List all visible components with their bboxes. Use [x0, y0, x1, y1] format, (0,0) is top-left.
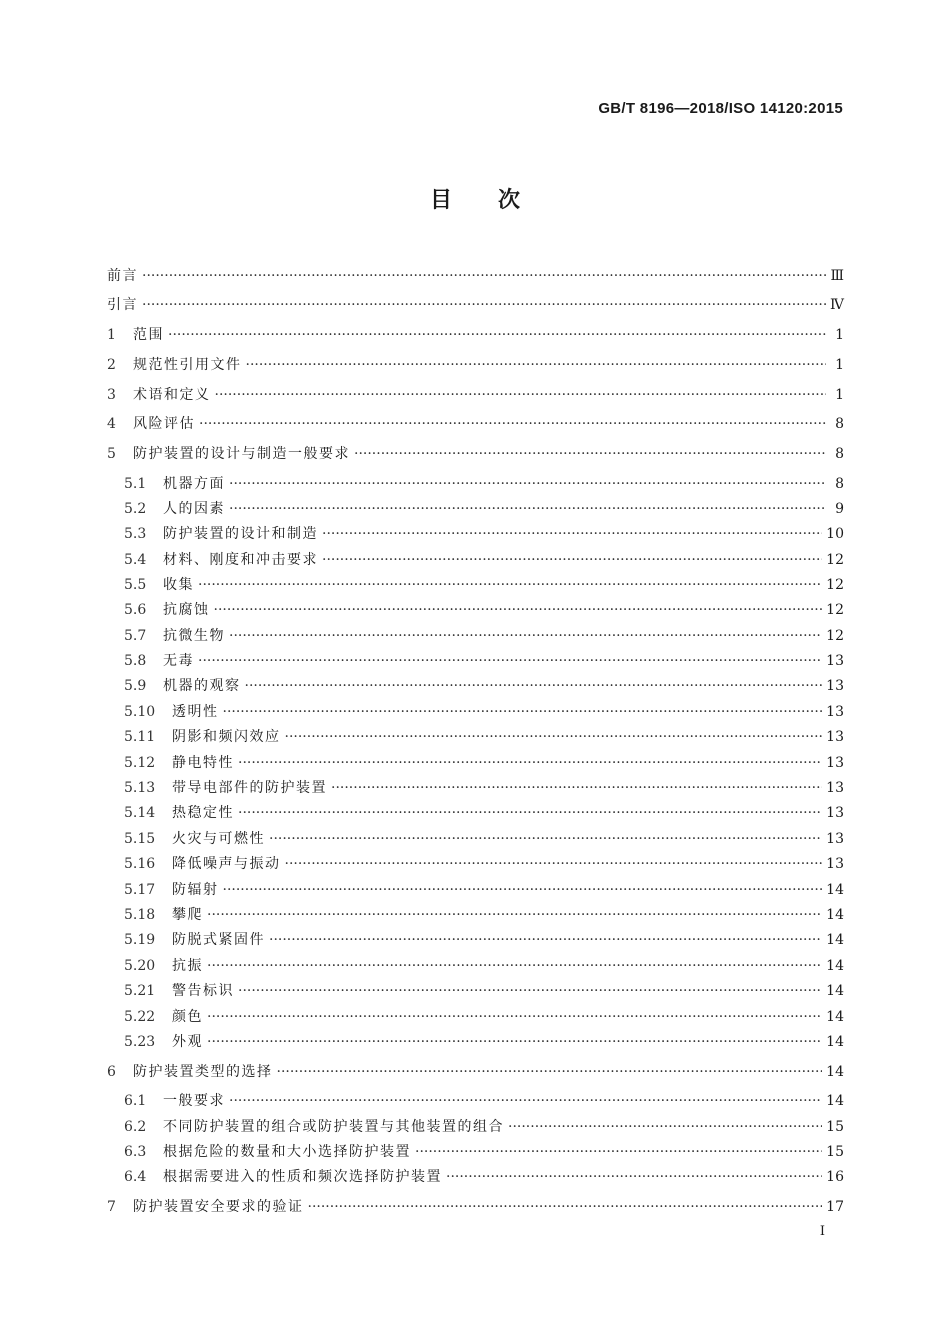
- toc-entry-label: 防脱式紧固件: [172, 932, 265, 948]
- toc-leader-dots: [246, 354, 827, 376]
- toc-entry[interactable]: [124, 726, 844, 748]
- toc-entry-label: 收集: [163, 577, 194, 593]
- toc-leader-dots: [207, 904, 822, 926]
- toc-entry-number: 1: [107, 327, 116, 343]
- toc-entry-page: 15: [826, 1119, 844, 1135]
- toc-leader-dots: [322, 549, 822, 571]
- toc-entry[interactable]: [124, 523, 844, 545]
- toc-entry-page: 13: [826, 729, 844, 745]
- toc-entry-number: 5.8: [124, 653, 147, 669]
- toc-entry-label: 警告标识: [172, 983, 234, 999]
- toc-entry-number: 5.22: [124, 1009, 156, 1025]
- toc-entry-page: 13: [826, 755, 844, 771]
- toc-entry[interactable]: [107, 413, 844, 435]
- toc-entry[interactable]: [124, 980, 844, 1002]
- page-number: Ⅰ: [819, 1224, 825, 1239]
- toc-entry-label: 风险评估: [133, 416, 195, 432]
- toc-entry-number: 5.20: [124, 958, 156, 974]
- toc-entry[interactable]: [124, 599, 844, 621]
- toc-entry-label: 降低噪声与振动: [172, 856, 281, 872]
- toc-entry-number: 6: [107, 1064, 116, 1080]
- toc-leader-dots: [229, 473, 826, 495]
- toc-entry[interactable]: [124, 777, 844, 799]
- toc-entry-page: 17: [826, 1199, 844, 1215]
- toc-entry-label: 根据危险的数量和大小选择防护装置: [163, 1144, 411, 1160]
- toc-entry-label: 术语和定义: [133, 387, 211, 403]
- toc-entry-page: 8: [835, 446, 844, 462]
- toc-leader-dots: [508, 1116, 822, 1138]
- toc-entry-label: 外观: [172, 1034, 203, 1050]
- toc-entry-page: 14: [826, 1034, 844, 1050]
- toc-entry[interactable]: [124, 675, 844, 697]
- toc-entry-label: 静电特性: [172, 755, 234, 771]
- toc-entry-label: 防护装置的设计和制造: [163, 526, 318, 542]
- toc-entry-page: 14: [826, 932, 844, 948]
- toc-entry[interactable]: [124, 650, 844, 672]
- toc-entry-page: Ⅲ: [830, 268, 844, 284]
- toc-leader-dots: [142, 294, 826, 316]
- toc-entry-number: 5.21: [124, 983, 156, 999]
- toc-leader-dots: [446, 1166, 822, 1188]
- toc-entry-page: Ⅳ: [830, 297, 844, 313]
- toc-entry[interactable]: [124, 828, 844, 850]
- toc-entry-label: 透明性: [172, 704, 219, 720]
- toc-leader-dots: [142, 265, 826, 287]
- toc-entry-label: 根据需要进入的性质和频次选择防护装置: [163, 1169, 442, 1185]
- toc-leader-dots: [238, 802, 822, 824]
- toc-entry[interactable]: [107, 265, 844, 287]
- toc-entry[interactable]: [124, 498, 844, 520]
- toc-entry-number: 5.16: [124, 856, 156, 872]
- toc-entry-page: 9: [835, 501, 844, 517]
- toc-entry-label: 攀爬: [172, 907, 203, 923]
- toc-leader-dots: [223, 701, 823, 723]
- toc-entry-label: 前言: [107, 268, 138, 284]
- toc-leader-dots: [207, 1031, 822, 1053]
- toc-leader-dots: [269, 828, 822, 850]
- toc-entry[interactable]: [124, 802, 844, 824]
- toc-leader-dots: [168, 324, 826, 346]
- toc-entry[interactable]: [124, 955, 844, 977]
- toc-leader-dots: [214, 599, 823, 621]
- toc-leader-dots: [245, 675, 823, 697]
- toc-entry-page: 8: [835, 476, 844, 492]
- toc-entry-label: 范围: [133, 327, 164, 343]
- toc-entry-page: 13: [826, 831, 844, 847]
- toc-entry-label: 机器方面: [163, 476, 225, 492]
- toc-entry-page: 16: [826, 1169, 844, 1185]
- toc-entry[interactable]: [107, 1061, 844, 1083]
- toc-leader-dots: [229, 625, 822, 647]
- toc-entry[interactable]: [124, 473, 844, 495]
- toc-entry[interactable]: [107, 1196, 844, 1218]
- toc-entry-number: 3: [107, 387, 116, 403]
- toc-entry[interactable]: [107, 294, 844, 316]
- toc-entry-label: 带导电部件的防护装置: [172, 780, 327, 796]
- toc-entry-label: 人的因素: [163, 501, 225, 517]
- toc-entry-number: 5.15: [124, 831, 156, 847]
- toc-entry-label: 无毒: [163, 653, 194, 669]
- toc-entry-number: 5: [107, 446, 116, 462]
- toc-entry-label: 防辐射: [172, 882, 219, 898]
- toc-entry-page: 13: [826, 856, 844, 872]
- toc-entry-label: 火灾与可燃性: [172, 831, 265, 847]
- toc-entry[interactable]: [124, 625, 844, 647]
- toc-entry-label: 抗振: [172, 958, 203, 974]
- toc-entry-page: 14: [826, 882, 844, 898]
- toc-entry[interactable]: [124, 853, 844, 875]
- toc-leader-dots: [415, 1141, 822, 1163]
- toc-entry[interactable]: [107, 384, 844, 406]
- toc-entry-page: 14: [826, 958, 844, 974]
- toc-entry-page: 13: [826, 780, 844, 796]
- toc-entry-number: 5.10: [124, 704, 156, 720]
- toc-entry-number: 5.14: [124, 805, 156, 821]
- toc-entry-label: 不同防护装置的组合或防护装置与其他装置的组合: [163, 1119, 504, 1135]
- toc-entry[interactable]: [124, 1006, 844, 1028]
- document-code: GB/T 8196—2018/ISO 14120:2015: [598, 100, 843, 117]
- toc-entry[interactable]: [124, 574, 844, 596]
- toc-entry-number: 6.2: [124, 1119, 147, 1135]
- toc-entry-label: 抗微生物: [163, 628, 225, 644]
- toc-entry-page: 1: [835, 327, 844, 343]
- toc-entry-number: 5.18: [124, 907, 156, 923]
- toc-entry-page: 13: [826, 678, 844, 694]
- toc-entry-number: 2: [107, 357, 116, 373]
- toc-entry-number: 5.19: [124, 932, 156, 948]
- toc-entry-label: 规范性引用文件: [133, 357, 242, 373]
- toc-leader-dots: [354, 443, 826, 465]
- toc-leader-dots: [207, 955, 822, 977]
- toc-entry-number: 7: [107, 1199, 116, 1215]
- toc-leader-dots: [238, 752, 822, 774]
- toc-entry-number: 5.5: [124, 577, 147, 593]
- toc-leader-dots: [308, 1196, 823, 1218]
- toc-entry-number: 6.1: [124, 1093, 147, 1109]
- toc-entry-page: 14: [826, 1009, 844, 1025]
- toc-entry-page: 12: [826, 577, 844, 593]
- toc-entry[interactable]: [124, 1031, 844, 1053]
- toc-leader-dots: [198, 574, 822, 596]
- toc-entry-page: 10: [826, 526, 844, 542]
- toc-entry-page: 12: [826, 628, 844, 644]
- toc-entry-number: 5.1: [124, 476, 147, 492]
- toc-entry-page: 14: [826, 983, 844, 999]
- toc-entry-number: 4: [107, 416, 116, 432]
- toc-leader-dots: [223, 879, 823, 901]
- toc-leader-dots: [229, 1090, 822, 1112]
- toc-entry-number: 5.23: [124, 1034, 156, 1050]
- toc-entry[interactable]: [124, 701, 844, 723]
- toc-entry-page: 13: [826, 805, 844, 821]
- toc-entry-number: 5.7: [124, 628, 147, 644]
- toc-entry-number: 5.3: [124, 526, 147, 542]
- toc-entry-label: 机器的观察: [163, 678, 241, 694]
- toc-entry-page: 13: [826, 704, 844, 720]
- page-title: 目次: [429, 188, 566, 213]
- toc-entry[interactable]: [124, 879, 844, 901]
- toc-leader-dots: [238, 980, 822, 1002]
- toc-leader-dots: [207, 1006, 822, 1028]
- toc-entry-number: 5.9: [124, 678, 147, 694]
- toc-entry-page: 12: [826, 602, 844, 618]
- toc-leader-dots: [322, 523, 822, 545]
- toc-entry-label: 引言: [107, 297, 138, 313]
- toc-entry-number: 5.4: [124, 552, 147, 568]
- toc-entry[interactable]: [124, 549, 844, 571]
- toc-entry-label: 一般要求: [163, 1093, 225, 1109]
- toc-entry[interactable]: [107, 443, 844, 465]
- toc-entry-number: 5.6: [124, 602, 147, 618]
- toc-leader-dots: [285, 726, 823, 748]
- toc-entry-number: 5.13: [124, 780, 156, 796]
- toc-entry-number: 5.12: [124, 755, 156, 771]
- toc-entry-page: 14: [826, 1064, 844, 1080]
- toc-entry[interactable]: [107, 324, 844, 346]
- toc-leader-dots: [277, 1061, 823, 1083]
- toc-entry[interactable]: [124, 1166, 844, 1188]
- toc-entry-page: 8: [835, 416, 844, 432]
- toc-entry-label: 抗腐蚀: [163, 602, 210, 618]
- toc-entry-page: 12: [826, 552, 844, 568]
- toc-entry-page: 13: [826, 653, 844, 669]
- toc-entry-page: 1: [835, 387, 844, 403]
- toc-entry-number: 5.11: [124, 729, 156, 745]
- toc-entry[interactable]: [124, 752, 844, 774]
- toc-entry-page: 14: [826, 907, 844, 923]
- toc-leader-dots: [285, 853, 823, 875]
- toc-entry[interactable]: [124, 1116, 844, 1138]
- toc-entry[interactable]: [124, 929, 844, 951]
- toc-entry[interactable]: [124, 1090, 844, 1112]
- toc-entry[interactable]: [107, 354, 844, 376]
- toc-entry-page: 14: [826, 1093, 844, 1109]
- toc-entry-number: 5.2: [124, 501, 147, 517]
- toc-entry-number: 5.17: [124, 882, 156, 898]
- toc-entry-label: 防护装置安全要求的验证: [133, 1199, 304, 1215]
- toc-entry[interactable]: [124, 904, 844, 926]
- toc-entry-label: 防护装置的设计与制造一般要求: [133, 446, 350, 462]
- toc-entry-label: 材料、刚度和冲击要求: [163, 552, 318, 568]
- toc-entry-page: 15: [826, 1144, 844, 1160]
- toc-entry[interactable]: [124, 1141, 844, 1163]
- toc-leader-dots: [331, 777, 822, 799]
- toc-entry-label: 颜色: [172, 1009, 203, 1025]
- toc-leader-dots: [229, 498, 826, 520]
- toc-entry-number: 6.4: [124, 1169, 147, 1185]
- toc-entry-label: 阴影和频闪效应: [172, 729, 281, 745]
- toc-entry-number: 6.3: [124, 1144, 147, 1160]
- toc-leader-dots: [199, 413, 826, 435]
- toc-entry-label: 防护装置类型的选择: [133, 1064, 273, 1080]
- toc-leader-dots: [215, 384, 827, 406]
- toc-leader-dots: [198, 650, 822, 672]
- toc-leader-dots: [269, 929, 822, 951]
- toc-entry-label: 热稳定性: [172, 805, 234, 821]
- toc-entry-page: 1: [835, 357, 844, 373]
